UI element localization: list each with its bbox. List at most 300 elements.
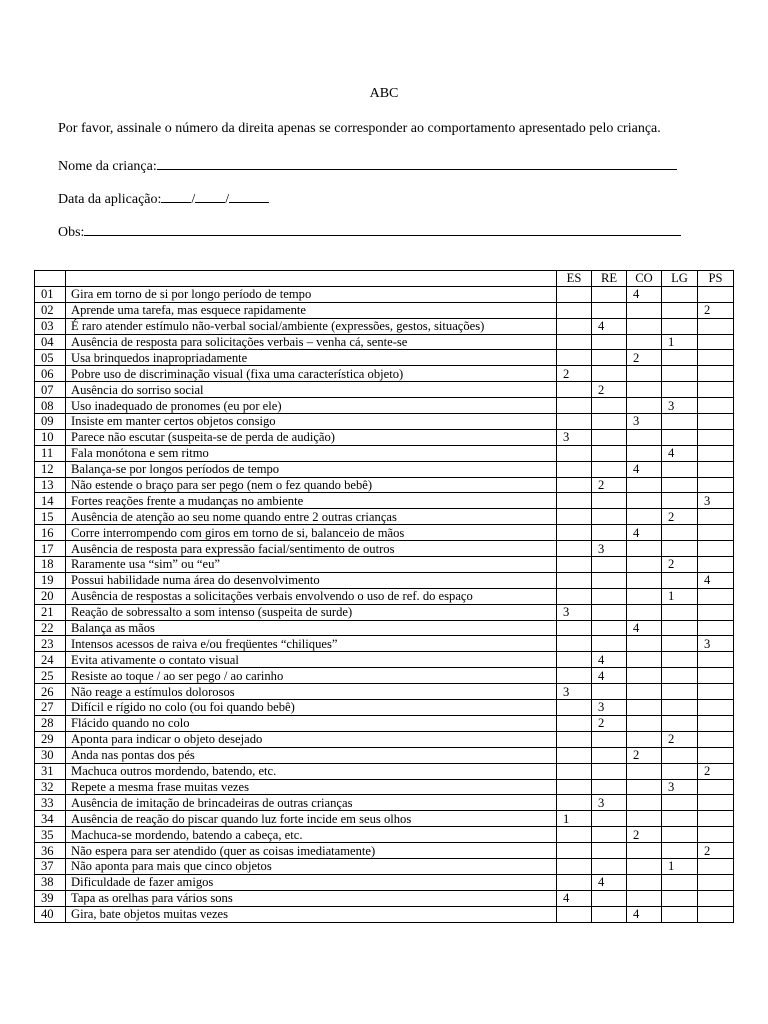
score-cell-re[interactable] [592, 350, 627, 366]
score-cell-ps[interactable] [698, 827, 734, 843]
score-cell-re[interactable]: 3 [592, 795, 627, 811]
score-cell-co[interactable]: 4 [627, 906, 662, 922]
score-cell-re[interactable] [592, 445, 627, 461]
score-cell-co[interactable] [627, 445, 662, 461]
score-cell-ps[interactable] [698, 684, 734, 700]
score-cell-co[interactable] [627, 557, 662, 573]
score-cell-co[interactable] [627, 779, 662, 795]
item-description: Balança-se por longos períodos de tempo [66, 461, 557, 477]
score-cell-lg[interactable] [662, 493, 698, 509]
item-number: 34 [35, 811, 66, 827]
score-cell-re[interactable] [592, 588, 627, 604]
nome-field [58, 155, 677, 175]
score-cell-co[interactable]: 4 [627, 461, 662, 477]
score-cell-co[interactable] [627, 668, 662, 684]
score-cell-co[interactable] [627, 684, 662, 700]
score-cell-es[interactable] [557, 445, 592, 461]
score-cell-lg[interactable]: 2 [662, 509, 698, 525]
item-description: Parece não escutar (suspeita-se de perda de audição) [66, 429, 557, 445]
score-cell-co[interactable] [627, 318, 662, 334]
table-row [35, 715, 734, 731]
item-number: 01 [35, 286, 66, 302]
score-cell-co[interactable] [627, 636, 662, 652]
item-number: 18 [35, 557, 66, 573]
score-cell-ps[interactable] [698, 461, 734, 477]
score-cell-lg[interactable] [662, 843, 698, 859]
score-cell-ps[interactable] [698, 318, 734, 334]
table-row [35, 636, 734, 652]
score-cell-co[interactable] [627, 890, 662, 906]
score-cell-lg[interactable] [662, 366, 698, 382]
score-cell-ps[interactable] [698, 350, 734, 366]
score-cell-co[interactable]: 4 [627, 286, 662, 302]
score-cell-lg[interactable] [662, 684, 698, 700]
score-cell-re[interactable] [592, 414, 627, 430]
table-row [35, 350, 734, 366]
score-cell-re[interactable] [592, 572, 627, 588]
score-cell-re[interactable] [592, 604, 627, 620]
score-cell-es[interactable]: 4 [557, 890, 592, 906]
instruction-text: Por favor, assinale o número da direita apenas se corresponder ao comportamento apresentado pelo criança. [58, 121, 661, 136]
item-number: 06 [35, 366, 66, 382]
item-number: 21 [35, 604, 66, 620]
score-cell-ps[interactable] [698, 366, 734, 382]
score-cell-re[interactable] [592, 493, 627, 509]
table-row [35, 874, 734, 890]
score-cell-re[interactable] [592, 779, 627, 795]
score-cell-es[interactable]: 3 [557, 684, 592, 700]
item-description: Não reage a estímulos dolorosos [66, 684, 557, 700]
score-cell-es[interactable] [557, 843, 592, 859]
table-row [35, 541, 734, 557]
nome-input-line[interactable] [157, 155, 677, 170]
table-row [35, 493, 734, 509]
table-row [35, 414, 734, 430]
score-cell-es[interactable] [557, 795, 592, 811]
item-number: 36 [35, 843, 66, 859]
score-cell-lg[interactable] [662, 429, 698, 445]
score-cell-es[interactable] [557, 350, 592, 366]
score-cell-co[interactable] [627, 477, 662, 493]
score-cell-co[interactable] [627, 398, 662, 414]
item-number: 39 [35, 890, 66, 906]
score-cell-re[interactable] [592, 684, 627, 700]
score-cell-co[interactable] [627, 604, 662, 620]
score-cell-es[interactable]: 1 [557, 811, 592, 827]
score-cell-lg[interactable] [662, 525, 698, 541]
item-number: 19 [35, 572, 66, 588]
item-description: Aponta para indicar o objeto desejado [66, 731, 557, 747]
score-cell-es[interactable] [557, 414, 592, 430]
table-row [35, 525, 734, 541]
score-cell-co[interactable] [627, 382, 662, 398]
item-description: Gira em torno de si por longo período de tempo [66, 286, 557, 302]
item-number: 23 [35, 636, 66, 652]
score-cell-re[interactable]: 4 [592, 318, 627, 334]
table-row [35, 398, 734, 414]
score-cell-re[interactable]: 2 [592, 715, 627, 731]
table-row [35, 286, 734, 302]
table-row [35, 843, 734, 859]
score-cell-es[interactable]: 3 [557, 604, 592, 620]
item-number: 29 [35, 731, 66, 747]
score-cell-lg[interactable]: 1 [662, 858, 698, 874]
item-number: 31 [35, 763, 66, 779]
score-cell-es[interactable] [557, 731, 592, 747]
score-cell-co[interactable]: 2 [627, 350, 662, 366]
score-cell-ps[interactable] [698, 906, 734, 922]
score-cell-ps[interactable] [698, 557, 734, 573]
score-cell-lg[interactable] [662, 874, 698, 890]
score-cell-lg[interactable] [662, 715, 698, 731]
score-cell-es[interactable] [557, 700, 592, 716]
data-year-line[interactable] [229, 188, 269, 203]
score-cell-co[interactable] [627, 572, 662, 588]
item-description: Não estende o braço para ser pego (nem o fez quando bebê) [66, 477, 557, 493]
score-cell-re[interactable]: 2 [592, 382, 627, 398]
score-cell-ps[interactable] [698, 620, 734, 636]
item-description: Reação de sobressalto a som intenso (suspeita de surde) [66, 604, 557, 620]
score-cell-ps[interactable] [698, 429, 734, 445]
score-cell-lg[interactable] [662, 668, 698, 684]
score-cell-lg[interactable] [662, 811, 698, 827]
item-number: 35 [35, 827, 66, 843]
score-cell-es[interactable] [557, 779, 592, 795]
score-cell-co[interactable]: 2 [627, 747, 662, 763]
score-cell-re[interactable] [592, 366, 627, 382]
score-cell-ps[interactable] [698, 858, 734, 874]
score-cell-es[interactable] [557, 668, 592, 684]
score-cell-re[interactable] [592, 731, 627, 747]
item-description: Possui habilidade numa área do desenvolvimento [66, 572, 557, 588]
score-cell-es[interactable] [557, 827, 592, 843]
score-cell-re[interactable] [592, 843, 627, 859]
score-cell-es[interactable] [557, 286, 592, 302]
score-cell-ps[interactable] [698, 668, 734, 684]
score-cell-re[interactable] [592, 906, 627, 922]
item-description: Ausência de imitação de brincadeiras de outras crianças [66, 795, 557, 811]
score-cell-re[interactable] [592, 302, 627, 318]
score-cell-ps[interactable] [698, 398, 734, 414]
item-description: Fortes reações frente a mudanças no ambiente [66, 493, 557, 509]
score-cell-es[interactable] [557, 572, 592, 588]
nome-label: Nome da criança: [58, 159, 157, 174]
score-cell-es[interactable] [557, 763, 592, 779]
score-cell-ps[interactable]: 3 [698, 493, 734, 509]
table-row [35, 906, 734, 922]
item-number: 32 [35, 779, 66, 795]
item-number: 15 [35, 509, 66, 525]
obs-label: Obs: [58, 225, 85, 240]
score-cell-co[interactable] [627, 334, 662, 350]
item-description: Usa brinquedos inapropriadamente [66, 350, 557, 366]
obs-input-line[interactable] [84, 221, 681, 236]
score-cell-ps[interactable] [698, 334, 734, 350]
score-cell-ps[interactable]: 2 [698, 763, 734, 779]
score-cell-ps[interactable]: 2 [698, 302, 734, 318]
score-cell-co[interactable] [627, 588, 662, 604]
table-row [35, 382, 734, 398]
score-cell-ps[interactable] [698, 795, 734, 811]
score-cell-co[interactable] [627, 493, 662, 509]
score-cell-co[interactable]: 4 [627, 525, 662, 541]
score-cell-co[interactable] [627, 795, 662, 811]
score-cell-co[interactable] [627, 509, 662, 525]
score-cell-re[interactable] [592, 747, 627, 763]
score-cell-co[interactable] [627, 811, 662, 827]
score-cell-es[interactable] [557, 398, 592, 414]
score-cell-lg[interactable] [662, 350, 698, 366]
item-number: 37 [35, 858, 66, 874]
score-cell-es[interactable] [557, 906, 592, 922]
score-cell-lg[interactable] [662, 382, 698, 398]
score-cell-es[interactable]: 2 [557, 366, 592, 382]
score-cell-co[interactable] [627, 858, 662, 874]
score-cell-ps[interactable] [698, 541, 734, 557]
item-description: Machuca-se mordendo, batendo a cabeça, etc. [66, 827, 557, 843]
item-number: 13 [35, 477, 66, 493]
item-description: Intensos acessos de raiva e/ou freqüentes “chiliques” [66, 636, 557, 652]
table-row [35, 795, 734, 811]
item-description: Ausência de atenção ao seu nome quando entre 2 outras crianças [66, 509, 557, 525]
score-cell-ps[interactable] [698, 779, 734, 795]
score-cell-ps[interactable]: 2 [698, 843, 734, 859]
table-row [35, 318, 734, 334]
score-cell-lg[interactable] [662, 572, 698, 588]
score-cell-re[interactable] [592, 286, 627, 302]
score-cell-ps[interactable] [698, 588, 734, 604]
score-cell-ps[interactable] [698, 382, 734, 398]
score-cell-re[interactable] [592, 461, 627, 477]
score-cell-re[interactable]: 4 [592, 652, 627, 668]
item-description: Aprende uma tarefa, mas esquece rapidamente [66, 302, 557, 318]
data-month-line[interactable] [195, 188, 225, 203]
header-lg: LG [662, 271, 698, 287]
score-cell-es[interactable] [557, 747, 592, 763]
score-cell-lg[interactable]: 1 [662, 334, 698, 350]
score-cell-ps[interactable] [698, 652, 734, 668]
score-cell-lg[interactable] [662, 636, 698, 652]
data-day-line[interactable] [161, 188, 191, 203]
score-cell-re[interactable] [592, 525, 627, 541]
score-cell-lg[interactable] [662, 318, 698, 334]
score-cell-lg[interactable] [662, 906, 698, 922]
item-number: 05 [35, 350, 66, 366]
score-cell-lg[interactable] [662, 763, 698, 779]
item-description: Não aponta para mais que cinco objetos [66, 858, 557, 874]
score-cell-lg[interactable]: 3 [662, 398, 698, 414]
score-cell-lg[interactable] [662, 747, 698, 763]
obs-field [58, 221, 681, 241]
item-description: É raro atender estímulo não-verbal social/ambiente (expressões, gestos, situações) [66, 318, 557, 334]
score-cell-lg[interactable] [662, 541, 698, 557]
score-cell-lg[interactable]: 4 [662, 445, 698, 461]
score-cell-re[interactable]: 4 [592, 668, 627, 684]
score-cell-ps[interactable] [698, 286, 734, 302]
table-row [35, 747, 734, 763]
score-cell-es[interactable] [557, 382, 592, 398]
table-row [35, 572, 734, 588]
score-cell-co[interactable] [627, 652, 662, 668]
table-header-row [35, 271, 734, 287]
score-cell-es[interactable] [557, 874, 592, 890]
score-cell-co[interactable] [627, 843, 662, 859]
item-description: Ausência de reação do piscar quando luz forte incide em seus olhos [66, 811, 557, 827]
item-description: Tapa as orelhas para vários sons [66, 890, 557, 906]
item-number: 27 [35, 700, 66, 716]
score-cell-re[interactable]: 3 [592, 541, 627, 557]
table-row [35, 334, 734, 350]
score-cell-ps[interactable] [698, 700, 734, 716]
score-cell-lg[interactable] [662, 652, 698, 668]
item-description: Repete a mesma frase muitas vezes [66, 779, 557, 795]
score-cell-lg[interactable] [662, 414, 698, 430]
score-cell-es[interactable] [557, 858, 592, 874]
score-cell-ps[interactable] [698, 509, 734, 525]
score-cell-lg[interactable] [662, 700, 698, 716]
score-cell-re[interactable] [592, 827, 627, 843]
score-cell-co[interactable]: 4 [627, 620, 662, 636]
score-cell-co[interactable] [627, 302, 662, 318]
score-cell-es[interactable] [557, 302, 592, 318]
score-cell-co[interactable] [627, 429, 662, 445]
score-cell-lg[interactable] [662, 827, 698, 843]
item-description: Corre interrompendo com giros em torno de si, balanceio de mãos [66, 525, 557, 541]
item-description: Pobre uso de discriminação visual (fixa uma característica objeto) [66, 366, 557, 382]
item-number: 10 [35, 429, 66, 445]
score-cell-ps[interactable] [698, 477, 734, 493]
item-number: 08 [35, 398, 66, 414]
item-description: Não espera para ser atendido (quer as coisas imediatamente) [66, 843, 557, 859]
score-cell-es[interactable] [557, 493, 592, 509]
score-cell-lg[interactable] [662, 461, 698, 477]
score-cell-ps[interactable] [698, 731, 734, 747]
score-cell-ps[interactable]: 4 [698, 572, 734, 588]
score-cell-co[interactable] [627, 700, 662, 716]
score-cell-ps[interactable] [698, 890, 734, 906]
score-cell-re[interactable] [592, 557, 627, 573]
score-cell-es[interactable] [557, 509, 592, 525]
score-cell-ps[interactable] [698, 525, 734, 541]
score-cell-re[interactable] [592, 763, 627, 779]
table-row [35, 763, 734, 779]
header-num [35, 271, 66, 287]
item-description: Gira, bate objetos muitas vezes [66, 906, 557, 922]
item-number: 02 [35, 302, 66, 318]
score-cell-re[interactable] [592, 334, 627, 350]
score-cell-lg[interactable] [662, 302, 698, 318]
score-cell-ps[interactable] [698, 604, 734, 620]
score-cell-ps[interactable]: 3 [698, 636, 734, 652]
score-cell-es[interactable] [557, 334, 592, 350]
score-cell-lg[interactable] [662, 795, 698, 811]
score-cell-ps[interactable] [698, 747, 734, 763]
score-cell-lg[interactable]: 1 [662, 588, 698, 604]
item-description: Balança as mãos [66, 620, 557, 636]
score-cell-re[interactable] [592, 811, 627, 827]
score-cell-es[interactable] [557, 715, 592, 731]
score-cell-co[interactable] [627, 366, 662, 382]
score-cell-co[interactable] [627, 874, 662, 890]
score-cell-es[interactable] [557, 636, 592, 652]
item-description: Raramente usa “sim” ou “eu” [66, 557, 557, 573]
score-cell-ps[interactable] [698, 874, 734, 890]
score-cell-re[interactable] [592, 636, 627, 652]
score-cell-ps[interactable] [698, 811, 734, 827]
item-number: 22 [35, 620, 66, 636]
score-cell-re[interactable] [592, 429, 627, 445]
item-description: Flácido quando no colo [66, 715, 557, 731]
score-cell-re[interactable] [592, 858, 627, 874]
score-cell-es[interactable] [557, 461, 592, 477]
table-row [35, 477, 734, 493]
item-number: 20 [35, 588, 66, 604]
score-cell-lg[interactable]: 2 [662, 731, 698, 747]
score-cell-re[interactable] [592, 890, 627, 906]
table-row [35, 429, 734, 445]
score-cell-lg[interactable] [662, 620, 698, 636]
score-cell-es[interactable]: 3 [557, 429, 592, 445]
table-row [35, 652, 734, 668]
table-row [35, 557, 734, 573]
score-cell-ps[interactable] [698, 715, 734, 731]
table-row [35, 620, 734, 636]
score-cell-co[interactable] [627, 541, 662, 557]
score-cell-re[interactable] [592, 620, 627, 636]
score-cell-ps[interactable] [698, 414, 734, 430]
score-cell-ps[interactable] [698, 445, 734, 461]
score-cell-lg[interactable] [662, 477, 698, 493]
item-number: 30 [35, 747, 66, 763]
score-cell-lg[interactable]: 2 [662, 557, 698, 573]
score-cell-es[interactable] [557, 588, 592, 604]
table-row [35, 731, 734, 747]
item-number: 25 [35, 668, 66, 684]
document-title: ABC [369, 86, 399, 101]
score-cell-lg[interactable] [662, 604, 698, 620]
score-cell-re[interactable] [592, 398, 627, 414]
score-cell-es[interactable] [557, 477, 592, 493]
score-cell-lg[interactable] [662, 286, 698, 302]
score-cell-es[interactable] [557, 318, 592, 334]
table-row [35, 811, 734, 827]
table-row [35, 588, 734, 604]
item-number: 38 [35, 874, 66, 890]
score-cell-co[interactable] [627, 731, 662, 747]
item-description: Ausência de resposta para solicitações verbais – venha cá, sente-se [66, 334, 557, 350]
table-row [35, 700, 734, 716]
score-cell-re[interactable] [592, 509, 627, 525]
score-cell-co[interactable]: 2 [627, 827, 662, 843]
score-cell-es[interactable] [557, 557, 592, 573]
data-field: Data da aplicação: / / [58, 188, 269, 208]
score-cell-es[interactable] [557, 620, 592, 636]
score-cell-re[interactable]: 2 [592, 477, 627, 493]
score-cell-co[interactable]: 3 [627, 414, 662, 430]
score-cell-re[interactable]: 3 [592, 700, 627, 716]
abc-checklist-table [34, 270, 734, 923]
score-cell-es[interactable] [557, 525, 592, 541]
score-cell-re[interactable]: 4 [592, 874, 627, 890]
score-cell-es[interactable] [557, 541, 592, 557]
item-description: Ausência de respostas a solicitações verbais envolvendo o uso de ref. do espaço [66, 588, 557, 604]
score-cell-co[interactable] [627, 715, 662, 731]
score-cell-lg[interactable] [662, 890, 698, 906]
score-cell-co[interactable] [627, 763, 662, 779]
score-cell-lg[interactable]: 3 [662, 779, 698, 795]
table-row [35, 779, 734, 795]
score-cell-es[interactable] [557, 652, 592, 668]
